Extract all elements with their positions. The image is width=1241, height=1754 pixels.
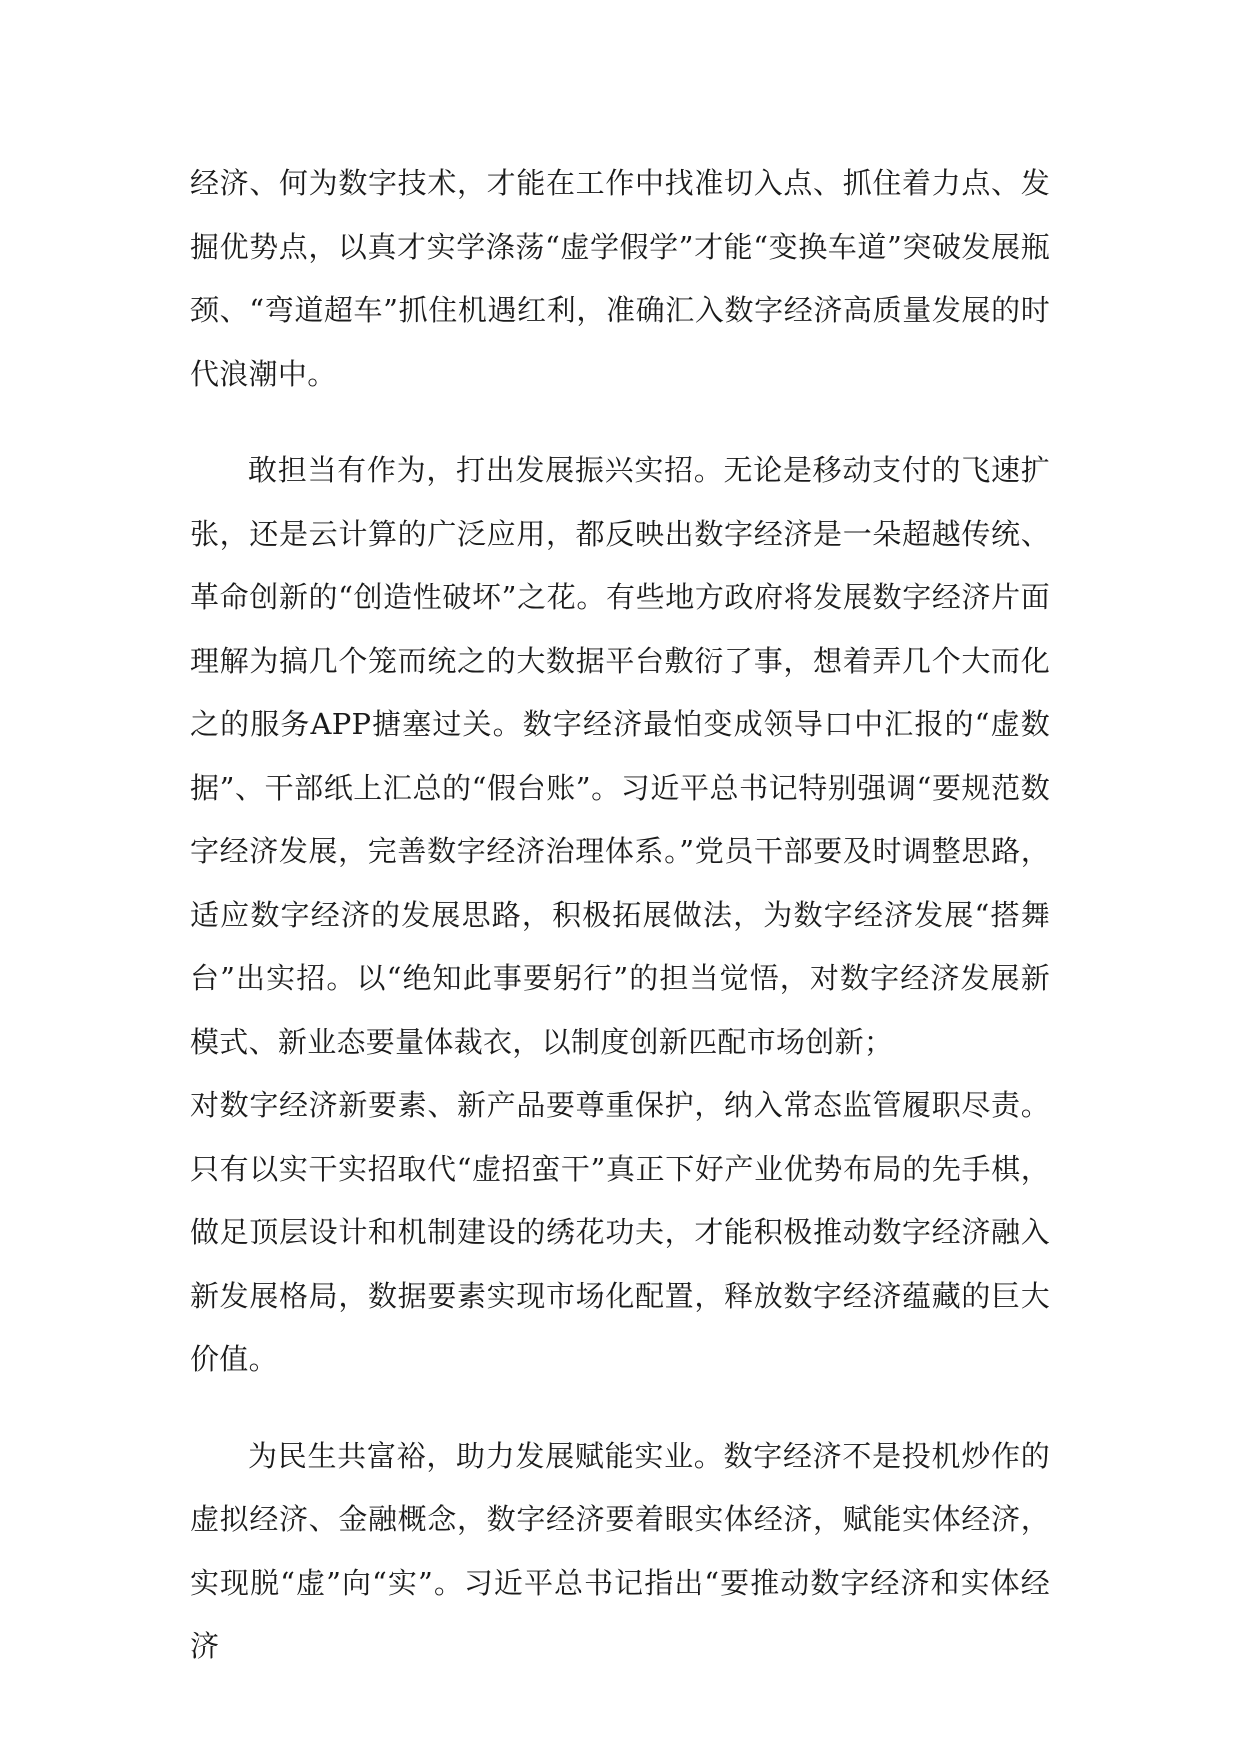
paragraph-3: 对数字经济新要素、新产品要尊重保护，纳入常态监管履职尽责。只有以实干实招取代“虚招蛮干”真正下好产业优势布局的先手棋，做足顶层设计和机制建设的绣花功夫，才能积极推动数字经济融入新发展格局，数据要素实现市场化配置，释放数字经济蕴藏的巨大价值。 bbox=[190, 1088, 1050, 1376]
paragraph-1: 经济、何为数字技术，才能在工作中找准切入点、抓住着力点、发掘优势点，以真才实学涤荡“虚学假学”才能“变换车道”突破发展瓶颈、“弯道超车”抓住机遇红利，准确汇入数字经济高质量发展的时代浪潮中。 bbox=[190, 166, 1050, 391]
document-body bbox=[190, 152, 1050, 1679]
paragraph-4: 为民生共富裕，助力发展赋能实业。数字经济不是投机炒作的虚拟经济、金融概念，数字经济要着眼实体经济，赋能实体经济，实现脱“虚”向“实”。习近平总书记指出“要推动数字经济和实体经济 bbox=[190, 1438, 1050, 1663]
paragraph-2: 敢担当有作为，打出发展振兴实招。无论是移动支付的飞速扩张，还是云计算的广泛应用，都反映出数字经济是一朵超越传统、革命创新的“创造性破坏”之花。有些地方政府将发展数字经济片面理解为搞几个笼而统之的大数据平台敷衍了事，想着弄几个大而化之的服务APP搪塞过关。数字经济最怕变成领导口中汇报的“虚数据”、干部纸上汇总的“假台账”。习近平总书记特别强调“要规范数字经济发展，完善数字经济治理体系。”党员干部要及时调整思路，适应数字经济的发展思路，积极拓展做法，为数字经济发展“搭舞台”出实招。以“绝知此事要躬行”的担当觉悟，对数字经济发展新模式、新业态要量体裁衣，以制度创新匹配市场创新； bbox=[190, 453, 1050, 1059]
